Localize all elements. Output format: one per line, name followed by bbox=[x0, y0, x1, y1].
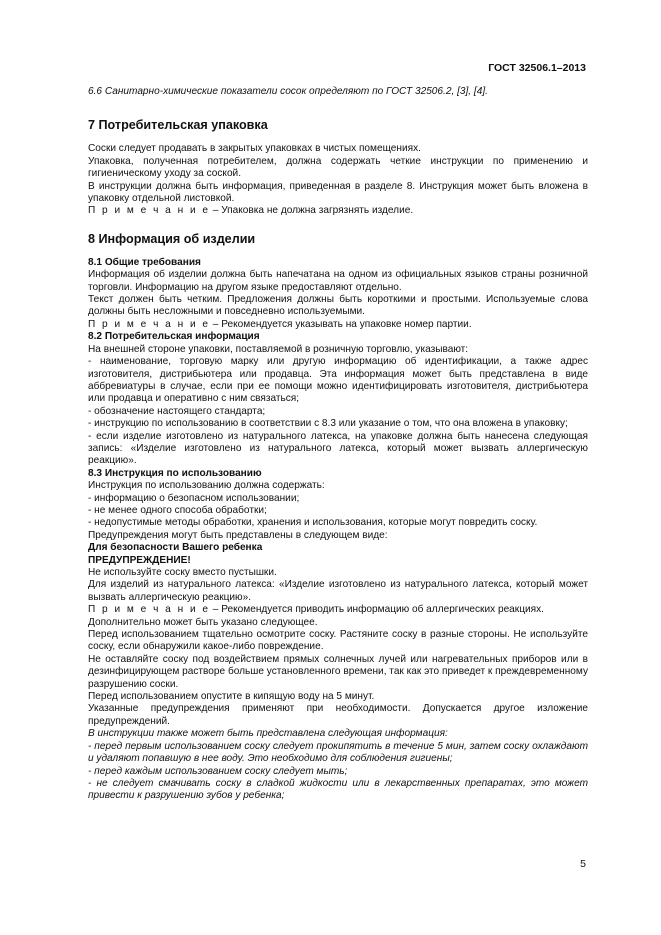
note-label: П р и м е ч а н и е bbox=[88, 604, 210, 616]
list-item: - недопустимые методы обработки, хранения и использования, которые могут повредить соску. bbox=[88, 517, 538, 529]
note bbox=[88, 319, 588, 331]
list-item: - наименование, торговую марку или другую информацию об идентификации, а также адрес изготовителя, дистрибьютера или продавца. Эта информация может быть представлена в виде аббревиатуры в случае, если при ее помощи можно идентифицировать изготовителя, дистрибьютера или продавца и оперативно с ним связаться; bbox=[88, 356, 588, 405]
list-item: - инструкцию по использованию в соответствии с 8.3 или указание о том, что она вложена в упаковку; bbox=[88, 418, 568, 430]
paragraph: Соски следует продавать в закрытых упаковках в чистых помещениях. bbox=[88, 143, 421, 155]
note-text: – Рекомендуется приводить информацию об аллергических реакциях. bbox=[210, 604, 544, 616]
note-text: – Упаковка не должна загрязнять изделие. bbox=[210, 205, 414, 217]
paragraph: В инструкции должна быть информация, приведенная в разделе 8. Инструкция может быть вложена в упаковку отдельной листовкой. bbox=[88, 180, 588, 205]
paragraph: Инструкция по использованию должна содержать: bbox=[88, 480, 325, 492]
page-number: 5 bbox=[580, 858, 586, 870]
paragraph: Для изделий из натурального латекса: «Изделие изготовлено из натурального латекса, который может вызвать аллергическую реакцию». bbox=[88, 579, 588, 603]
list-item: - информацию о безопасном использовании; bbox=[88, 492, 300, 504]
note-label: П р и м е ч а н и е bbox=[88, 205, 210, 217]
paragraph: Упаковка, полученная потребителем, должна содержать четкие инструкции по применению и гигиеническому уходу за соской. bbox=[88, 155, 588, 180]
subsection-8-3-title: 8.3 Инструкция по использованию bbox=[88, 467, 262, 479]
paragraph: Текст должен быть четким. Предложения должны быть короткими и простыми. Используемые слова должны быть несложными и повседневно используемыми. bbox=[88, 294, 588, 318]
subsection-8-1-title: 8.1 Общие требования bbox=[88, 256, 201, 268]
paragraph: Дополнительно может быть указано следующее. bbox=[88, 616, 318, 628]
italic-list-item: - перед первым использованием соску следует прокипятить в течение 5 мин, затем соску охлаждают и удаляют попавшую в нее воду. Это необходимо для соблюдения гигиены; bbox=[88, 740, 588, 765]
warning-heading: ПРЕДУПРЕЖДЕНИЕ! bbox=[88, 554, 191, 566]
list-item: - обозначение настоящего стандарта; bbox=[88, 405, 266, 417]
italic-paragraph: В инструкции также может быть представлена следующая информация: bbox=[88, 728, 448, 740]
note-label: П р и м е ч а н и е bbox=[88, 318, 210, 330]
paragraph: На внешней стороне упаковки, поставляемой в розничную торговлю, указывают: bbox=[88, 343, 469, 355]
paragraph: Информация об изделии должна быть напечатана на одном из официальных языков страны розничной торговли. Информацию на другом языке предоставляют отдельно. bbox=[88, 269, 588, 293]
list-item: - не менее одного способа обработки; bbox=[88, 504, 267, 516]
safety-heading: Для безопасности Вашего ребенка bbox=[88, 542, 263, 554]
note bbox=[88, 604, 588, 616]
list-item: - если изделие изготовлено из натурального латекса, на упаковке должна быть нанесена следующая запись: «Изделие изготовлено из натурального латекса, который может вызвать аллергическую реакцию». bbox=[88, 430, 588, 467]
paragraph: Не оставляйте соску под воздействием прямых солнечных лучей или нагревательных приборов или в дезинфицирующем растворе больше установленного времени, так как это приведет к преждевременному разрушению соски. bbox=[88, 653, 588, 690]
paragraph: Предупреждения могут быть представлены в следующем виде: bbox=[88, 529, 388, 541]
italic-list-item: - перед каждым использованием соску следует мыть; bbox=[88, 765, 348, 777]
section-7-title: 7 Потребительская упаковка bbox=[88, 118, 268, 133]
paragraph: Указанные предупреждения применяют при необходимости. Допускается другое изложение предупреждений. bbox=[88, 703, 588, 727]
paragraph: Перед использованием тщательно осмотрите соску. Растяните соску в разные стороны. Не используйте соску, если обнаружили какое-либо повреждение. bbox=[88, 629, 588, 653]
note-text: – Рекомендуется указывать на упаковке номер партии. bbox=[210, 318, 472, 330]
paragraph: Перед использованием опустите в кипящую воду на 5 минут. bbox=[88, 691, 375, 703]
page-content bbox=[88, 86, 588, 803]
paragraph: Не используйте соску вместо пустышки. bbox=[88, 567, 277, 578]
note bbox=[88, 205, 588, 217]
italic-list-item: - не следует смачивать соску в сладкой жидкости или в лекарственных препаратах, это может привести к разрушению зубов у ребенка; bbox=[88, 777, 588, 802]
standard-header: ГОСТ 32506.1–2013 bbox=[488, 62, 586, 74]
clause-6-6: 6.6 Санитарно-химические показатели сосок определяют по ГОСТ 32506.2, [3], [4]. bbox=[88, 86, 488, 97]
subsection-8-2-title: 8.2 Потребительская информация bbox=[88, 331, 260, 343]
section-8-title: 8 Информация об изделии bbox=[88, 231, 256, 246]
